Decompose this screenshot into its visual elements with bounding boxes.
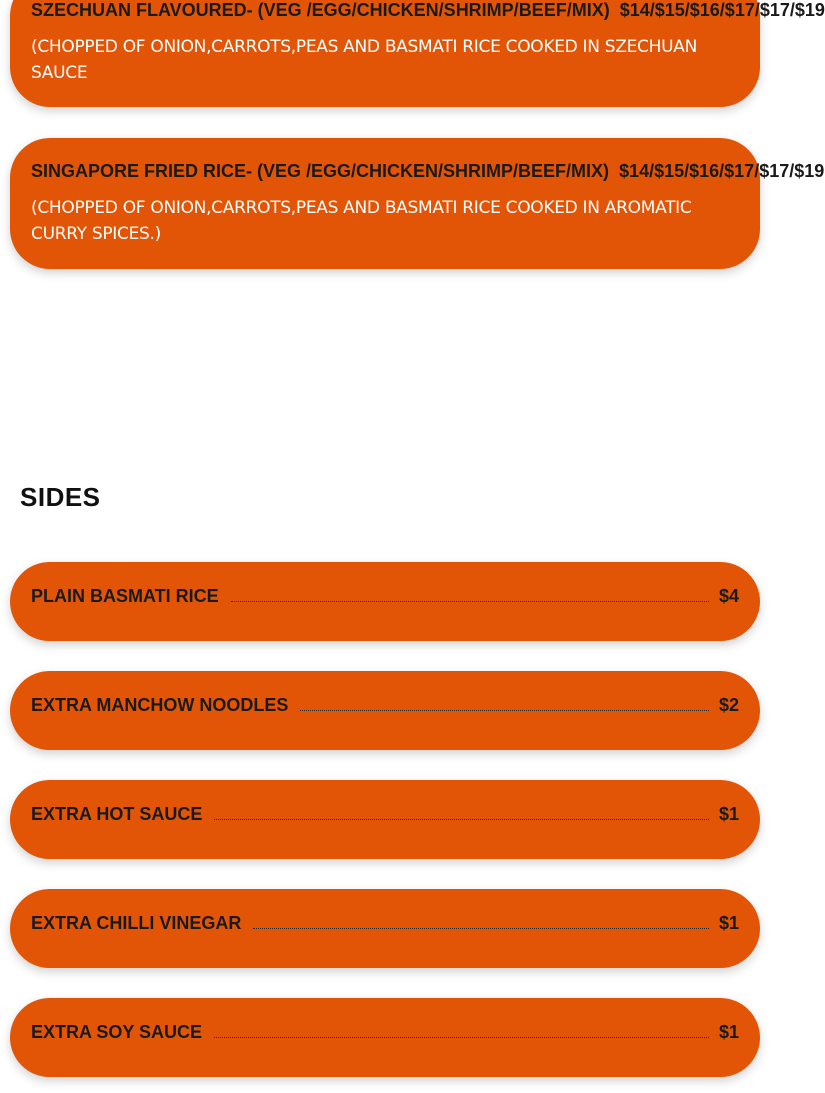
side-item-row — [31, 695, 739, 715]
menu-item-card — [10, 138, 825, 269]
menu-item-price: $14/$15/$16/$17/$17/$19 — [619, 0, 825, 20]
side-item-card — [10, 998, 760, 1077]
menu-item-header — [31, 161, 825, 181]
side-item-card — [10, 780, 760, 859]
menu-item-description: (CHOPPED OF ONION,CARROTS,PEAS AND BASMATI RICE COOKED IN AROMATIC CURRY SPICES.) — [31, 198, 692, 244]
side-item-name: EXTRA MANCHOW NOODLES — [31, 695, 289, 715]
side-item-price: $1 — [718, 804, 739, 824]
menu-item-name: SINGAPORE FRIED RICE- (VEG /EGG/CHICKEN/SHRIMP/BEEF/MIX) — [31, 161, 610, 181]
side-item-price: $2 — [718, 695, 739, 715]
side-item-name: PLAIN BASMATI RICE — [31, 586, 219, 606]
side-item-row — [31, 1022, 739, 1042]
menu-item-name: SZECHUAN FLAVOURED- (VEG /EGG/CHICKEN/SHRIMP/BEEF/MIX) — [31, 0, 610, 20]
dotted-leader — [214, 1036, 709, 1038]
menu-item-price: $14/$15/$16/$17/$17/$19 — [619, 161, 825, 181]
side-item-row — [31, 586, 739, 606]
menu-item-header — [31, 0, 825, 20]
menu-item-description: (CHOPPED OF ONION,CARROTS,PEAS AND BASMATI RICE COOKED IN SZECHUAN SAUCE — [31, 37, 697, 83]
side-item-name: EXTRA SOY SAUCE — [31, 1022, 203, 1042]
section-title-sides: SIDES — [20, 482, 101, 512]
dotted-leader — [231, 600, 709, 602]
side-item-row — [31, 913, 739, 933]
side-item-name: EXTRA CHILLI VINEGAR — [31, 913, 242, 933]
side-item-card — [10, 889, 760, 968]
menu-item-card — [10, 0, 825, 107]
side-item-card — [10, 671, 760, 750]
side-item-price: $4 — [718, 586, 739, 606]
side-item-name: EXTRA HOT SAUCE — [31, 804, 203, 824]
dotted-leader — [214, 818, 709, 820]
dotted-leader — [300, 709, 709, 711]
side-item-row — [31, 804, 739, 824]
side-item-card — [10, 562, 760, 641]
dotted-leader — [253, 927, 709, 929]
side-item-price: $1 — [718, 1022, 739, 1042]
side-item-price: $1 — [718, 913, 739, 933]
